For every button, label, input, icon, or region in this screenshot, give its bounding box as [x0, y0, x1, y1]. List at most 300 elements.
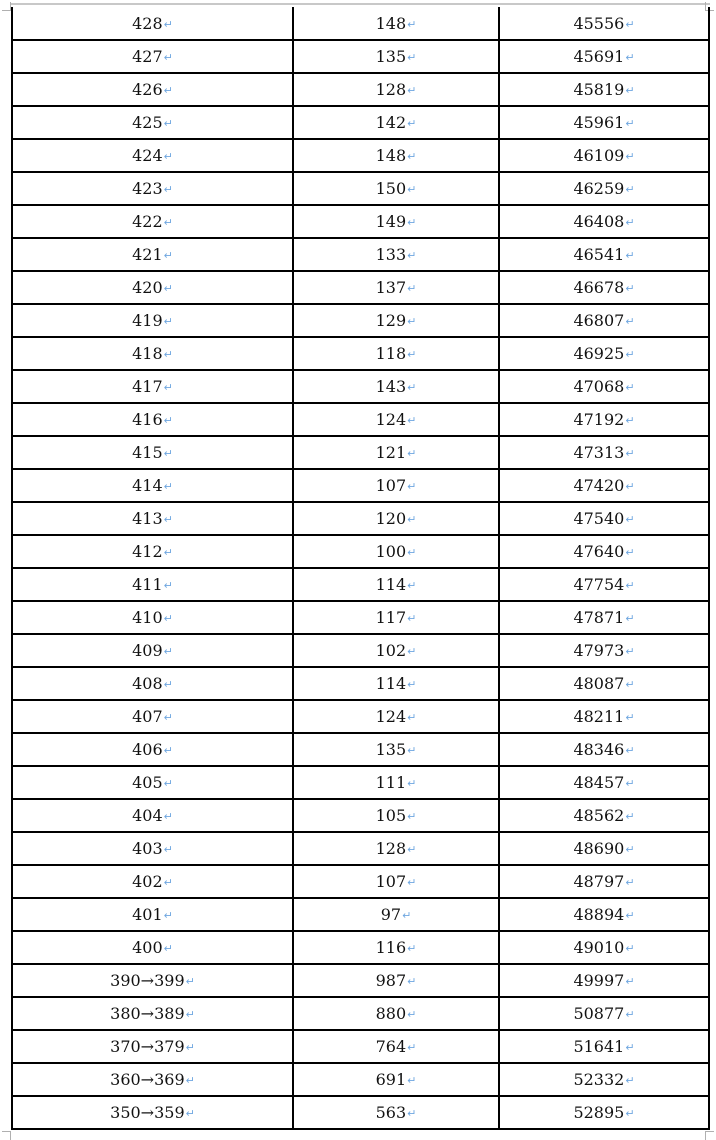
score-cell-value: 403: [132, 839, 163, 858]
paragraph-mark-icon: ↵: [407, 1074, 417, 1087]
cumulative-cell: [499, 73, 709, 106]
cumulative-cell-value: 47871: [573, 608, 625, 627]
paragraph-mark-icon: ↵: [185, 975, 195, 988]
score-cell-value: 416: [132, 410, 163, 429]
cumulative-cell: [499, 865, 709, 898]
score-cell-value: 428: [132, 13, 163, 33]
cumulative-cell-value: 46925: [573, 344, 625, 363]
count-cell-value: 107: [375, 476, 407, 495]
count-cell: [293, 502, 499, 535]
cumulative-cell-value: 47192: [573, 410, 625, 429]
count-cell-value: 137: [375, 278, 407, 297]
paragraph-mark-icon: ↵: [407, 711, 417, 724]
table-row: [12, 964, 709, 997]
table-row: [12, 1030, 709, 1063]
count-cell: [293, 1063, 499, 1096]
paragraph-mark-icon: ↵: [407, 1008, 417, 1021]
cumulative-cell-value: 45961: [573, 113, 625, 132]
count-cell: [293, 205, 499, 238]
count-cell: [293, 172, 499, 205]
paragraph-mark-icon: ↵: [163, 744, 173, 757]
table-row: [12, 271, 709, 304]
paragraph-mark-icon: ↵: [163, 84, 173, 97]
score-cell: [12, 271, 293, 304]
count-cell: [293, 865, 499, 898]
score-cell: [12, 1030, 293, 1063]
score-cell-value: 370→379: [110, 1037, 185, 1056]
count-cell-value: 133: [375, 245, 407, 264]
table-row: [12, 1096, 709, 1129]
paragraph-mark-icon: ↵: [625, 876, 635, 889]
count-cell: [293, 304, 499, 337]
cumulative-cell-value: 46408: [573, 212, 625, 231]
paragraph-mark-icon: ↵: [185, 1107, 195, 1120]
paragraph-mark-icon: ↵: [407, 513, 417, 526]
count-cell: [293, 1030, 499, 1063]
paragraph-mark-icon: ↵: [625, 1008, 635, 1021]
paragraph-mark-icon: ↵: [407, 546, 417, 559]
count-cell: [293, 238, 499, 271]
count-cell-value: 97: [380, 905, 402, 924]
count-cell: [293, 832, 499, 865]
paragraph-mark-icon: ↵: [625, 843, 635, 856]
table-row: [12, 139, 709, 172]
count-cell-value: 129: [375, 311, 407, 330]
cumulative-cell: [499, 601, 709, 634]
cumulative-cell-value: 45691: [573, 47, 625, 66]
paragraph-mark-icon: ↵: [407, 249, 417, 262]
paragraph-mark-icon: ↵: [163, 282, 173, 295]
cumulative-cell-value: 48087: [573, 674, 625, 693]
cumulative-cell-value: 47313: [573, 443, 625, 462]
count-cell: [293, 370, 499, 403]
cumulative-cell: [499, 139, 709, 172]
table-row: [12, 997, 709, 1030]
paragraph-mark-icon: ↵: [407, 117, 417, 130]
count-cell: [293, 997, 499, 1030]
table-row: [12, 535, 709, 568]
paragraph-mark-icon: ↵: [163, 216, 173, 229]
count-cell-value: 128: [375, 839, 407, 858]
score-cell: [12, 106, 293, 139]
score-cell-value: 419: [132, 311, 163, 330]
cumulative-cell-value: 52895: [573, 1103, 625, 1122]
score-cell-value: 421: [132, 245, 163, 264]
count-cell: [293, 667, 499, 700]
table-row: [12, 172, 709, 205]
count-cell-value: 128: [375, 80, 407, 99]
cumulative-cell-value: 48562: [573, 806, 625, 825]
count-cell: [293, 403, 499, 436]
count-cell-value: 150: [375, 179, 407, 198]
table-row: [12, 337, 709, 370]
count-cell: [293, 964, 499, 997]
cumulative-cell-value: 48346: [573, 740, 625, 759]
paragraph-mark-icon: ↵: [407, 414, 417, 427]
paragraph-mark-icon: ↵: [407, 348, 417, 361]
cumulative-cell-value: 46109: [573, 146, 625, 165]
table-row: [12, 304, 709, 337]
cumulative-cell: [499, 337, 709, 370]
paragraph-mark-icon: ↵: [407, 843, 417, 856]
paragraph-mark-icon: ↵: [625, 249, 635, 262]
score-cell-value: 423: [132, 179, 163, 198]
cumulative-cell: [499, 799, 709, 832]
count-cell: [293, 931, 499, 964]
count-cell: [293, 337, 499, 370]
table-body: [12, 7, 709, 1129]
score-cell: [12, 568, 293, 601]
cumulative-cell: [499, 733, 709, 766]
paragraph-mark-icon: ↵: [625, 17, 635, 31]
crop-mark-top-left: [2, 2, 11, 11]
count-cell-value: 764: [375, 1037, 407, 1056]
cumulative-cell-value: 50877: [573, 1004, 625, 1023]
cumulative-cell: [499, 205, 709, 238]
paragraph-mark-icon: ↵: [625, 612, 635, 625]
cumulative-cell: [499, 502, 709, 535]
score-cell-value: 390→399: [110, 971, 185, 990]
count-cell-value: 121: [375, 443, 407, 462]
cumulative-cell: [499, 436, 709, 469]
paragraph-mark-icon: ↵: [625, 645, 635, 658]
score-cell: [12, 469, 293, 502]
table-row: [12, 931, 709, 964]
cumulative-cell: [499, 667, 709, 700]
paragraph-mark-icon: ↵: [625, 150, 635, 163]
paragraph-mark-icon: ↵: [407, 150, 417, 163]
count-cell: [293, 601, 499, 634]
score-cell: [12, 766, 293, 799]
count-cell: [293, 799, 499, 832]
paragraph-mark-icon: ↵: [407, 645, 417, 658]
paragraph-mark-icon: ↵: [163, 645, 173, 658]
count-cell-value: 135: [375, 47, 407, 66]
count-cell-value: 143: [375, 377, 407, 396]
paragraph-mark-icon: ↵: [625, 513, 635, 526]
score-cell: [12, 700, 293, 733]
score-cell: [12, 436, 293, 469]
table-row: [12, 238, 709, 271]
paragraph-mark-icon: ↵: [163, 843, 173, 856]
table-row: [12, 40, 709, 73]
cumulative-cell: [499, 271, 709, 304]
table-row: [12, 370, 709, 403]
paragraph-mark-icon: ↵: [625, 282, 635, 295]
score-cell-value: 427: [132, 47, 163, 66]
paragraph-mark-icon: ↵: [625, 744, 635, 757]
paragraph-mark-icon: ↵: [185, 1008, 195, 1021]
score-cell: [12, 139, 293, 172]
paragraph-mark-icon: ↵: [407, 942, 417, 955]
cumulative-cell-value: 47640: [573, 542, 625, 561]
paragraph-mark-icon: ↵: [407, 1041, 417, 1054]
cumulative-cell: [499, 7, 709, 40]
count-cell: [293, 7, 499, 40]
score-cell: [12, 337, 293, 370]
score-cell: [12, 964, 293, 997]
score-cell-value: 425: [132, 113, 163, 132]
paragraph-mark-icon: ↵: [407, 282, 417, 295]
paragraph-mark-icon: ↵: [625, 975, 635, 988]
score-cell: [12, 667, 293, 700]
score-cell: [12, 799, 293, 832]
count-cell-value: 691: [375, 1070, 407, 1089]
paragraph-mark-icon: ↵: [163, 117, 173, 130]
paragraph-mark-icon: ↵: [407, 381, 417, 394]
score-cell: [12, 997, 293, 1030]
paragraph-mark-icon: ↵: [163, 546, 173, 559]
cumulative-cell-value: 48894: [573, 905, 625, 924]
score-cell-value: 350→359: [110, 1103, 185, 1122]
cumulative-cell-value: 47754: [573, 575, 625, 594]
paragraph-mark-icon: ↵: [163, 51, 173, 64]
paragraph-mark-icon: ↵: [625, 546, 635, 559]
count-cell-value: 111: [375, 773, 407, 792]
cumulative-cell-value: 49010: [573, 938, 625, 957]
score-cell: [12, 535, 293, 568]
paragraph-mark-icon: ↵: [407, 876, 417, 889]
paragraph-mark-icon: ↵: [407, 51, 417, 64]
paragraph-mark-icon: ↵: [625, 216, 635, 229]
cumulative-cell-value: 47973: [573, 641, 625, 660]
paragraph-mark-icon: ↵: [163, 480, 173, 493]
cumulative-cell: [499, 304, 709, 337]
score-cell: [12, 898, 293, 931]
score-cell: [12, 1063, 293, 1096]
count-cell-value: 148: [375, 146, 407, 165]
paragraph-mark-icon: ↵: [625, 1041, 635, 1054]
count-cell-value: 124: [375, 707, 407, 726]
paragraph-mark-icon: ↵: [625, 1107, 635, 1120]
table-row: [12, 502, 709, 535]
paragraph-mark-icon: ↵: [407, 84, 417, 97]
cumulative-cell: [499, 535, 709, 568]
paragraph-mark-icon: ↵: [625, 777, 635, 790]
count-cell: [293, 469, 499, 502]
table-row: [12, 403, 709, 436]
table-row: [12, 7, 709, 40]
paragraph-mark-icon: ↵: [163, 678, 173, 691]
paragraph-mark-icon: ↵: [625, 1074, 635, 1087]
score-cell: [12, 370, 293, 403]
paragraph-mark-icon: ↵: [625, 84, 635, 97]
score-cell-value: 418: [132, 344, 163, 363]
paragraph-mark-icon: ↵: [163, 579, 173, 592]
table-row: [12, 568, 709, 601]
count-cell-value: 149: [375, 212, 407, 231]
cumulative-cell: [499, 1030, 709, 1063]
cumulative-cell: [499, 40, 709, 73]
cumulative-cell: [499, 964, 709, 997]
score-cell-value: 417: [132, 377, 163, 396]
paragraph-mark-icon: ↵: [163, 876, 173, 889]
paragraph-mark-icon: ↵: [407, 810, 417, 823]
score-cell-value: 407: [132, 707, 163, 726]
count-cell: [293, 106, 499, 139]
paragraph-mark-icon: ↵: [625, 414, 635, 427]
cumulative-cell: [499, 403, 709, 436]
score-cell-value: 420: [132, 278, 163, 297]
paragraph-mark-icon: ↵: [625, 579, 635, 592]
score-cell: [12, 40, 293, 73]
paragraph-mark-icon: ↵: [407, 744, 417, 757]
count-cell-value: 118: [375, 344, 407, 363]
score-cell-value: 360→369: [110, 1070, 185, 1089]
cumulative-cell: [499, 898, 709, 931]
table-row: [12, 601, 709, 634]
score-cell-value: 380→389: [110, 1004, 185, 1023]
count-cell-value: 116: [375, 938, 407, 957]
paragraph-mark-icon: ↵: [163, 447, 173, 460]
crop-mark-bottom-right: [705, 1131, 714, 1140]
score-cell-value: 414: [132, 476, 163, 495]
paragraph-mark-icon: ↵: [163, 183, 173, 196]
cumulative-cell: [499, 370, 709, 403]
score-cell: [12, 238, 293, 271]
paragraph-mark-icon: ↵: [163, 909, 173, 922]
score-cell: [12, 205, 293, 238]
cumulative-cell: [499, 766, 709, 799]
count-cell-value: 117: [375, 608, 407, 627]
table-row: [12, 469, 709, 502]
paragraph-mark-icon: ↵: [625, 183, 635, 196]
score-cell-value: 405: [132, 773, 163, 792]
paragraph-mark-icon: ↵: [163, 315, 173, 328]
count-cell-value: 105: [375, 806, 407, 825]
count-cell-value: 102: [375, 641, 407, 660]
cumulative-cell-value: 52332: [573, 1070, 625, 1089]
score-cell: [12, 7, 293, 40]
cumulative-cell-value: 48690: [573, 839, 625, 858]
paragraph-mark-icon: ↵: [163, 513, 173, 526]
table-row: [12, 436, 709, 469]
paragraph-mark-icon: ↵: [407, 612, 417, 625]
score-cell-value: 410: [132, 608, 163, 627]
count-cell: [293, 568, 499, 601]
cumulative-cell-value: 47420: [573, 476, 625, 495]
crop-mark-bottom-left: [2, 1131, 11, 1140]
paragraph-mark-icon: ↵: [407, 216, 417, 229]
table-row: [12, 832, 709, 865]
score-cell-value: 412: [132, 542, 163, 561]
paragraph-mark-icon: ↵: [625, 315, 635, 328]
paragraph-mark-icon: ↵: [407, 447, 417, 460]
score-cell: [12, 865, 293, 898]
cumulative-cell: [499, 1096, 709, 1129]
score-cell-value: 424: [132, 146, 163, 165]
score-cell-value: 404: [132, 806, 163, 825]
cumulative-cell-value: 47540: [573, 509, 625, 528]
cumulative-cell: [499, 832, 709, 865]
paragraph-mark-icon: ↵: [185, 1041, 195, 1054]
cumulative-cell-value: 46678: [573, 278, 625, 297]
count-cell-value: 135: [375, 740, 407, 759]
cumulative-cell-value: 46259: [573, 179, 625, 198]
cumulative-cell: [499, 700, 709, 733]
cumulative-cell: [499, 931, 709, 964]
count-cell-value: 148: [375, 13, 407, 33]
table-row: [12, 73, 709, 106]
score-cell: [12, 304, 293, 337]
count-cell: [293, 700, 499, 733]
table-row: [12, 898, 709, 931]
count-cell-value: 987: [375, 971, 407, 990]
cumulative-cell-value: 45556: [573, 13, 625, 33]
paragraph-mark-icon: ↵: [407, 777, 417, 790]
paragraph-mark-icon: ↵: [625, 711, 635, 724]
page-top-rule: [10, 3, 710, 5]
score-cell-value: 406: [132, 740, 163, 759]
score-cell-value: 408: [132, 674, 163, 693]
count-cell: [293, 733, 499, 766]
count-cell-value: 124: [375, 410, 407, 429]
table-row: [12, 667, 709, 700]
score-distribution-table: [11, 7, 710, 1130]
score-cell-value: 401: [132, 905, 163, 924]
table-row: [12, 634, 709, 667]
cumulative-cell: [499, 568, 709, 601]
count-cell-value: 563: [375, 1103, 407, 1122]
paragraph-mark-icon: ↵: [407, 1107, 417, 1120]
count-cell: [293, 139, 499, 172]
cumulative-cell-value: 45819: [573, 80, 625, 99]
score-cell: [12, 73, 293, 106]
cumulative-cell-value: 46541: [573, 245, 625, 264]
paragraph-mark-icon: ↵: [163, 249, 173, 262]
paragraph-mark-icon: ↵: [163, 381, 173, 394]
cumulative-cell-value: 48211: [573, 707, 625, 726]
score-cell-value: 409: [132, 641, 163, 660]
score-cell-value: 402: [132, 872, 163, 891]
cumulative-cell-value: 49997: [573, 971, 625, 990]
table-row: [12, 865, 709, 898]
count-cell: [293, 73, 499, 106]
count-cell-value: 114: [375, 575, 407, 594]
paragraph-mark-icon: ↵: [163, 17, 173, 31]
table-row: [12, 106, 709, 139]
score-cell: [12, 1096, 293, 1129]
paragraph-mark-icon: ↵: [163, 942, 173, 955]
count-cell: [293, 436, 499, 469]
cumulative-cell: [499, 469, 709, 502]
score-cell: [12, 601, 293, 634]
paragraph-mark-icon: ↵: [407, 315, 417, 328]
paragraph-mark-icon: ↵: [625, 810, 635, 823]
count-cell: [293, 634, 499, 667]
count-cell-value: 142: [375, 113, 407, 132]
paragraph-mark-icon: ↵: [185, 1074, 195, 1087]
count-cell: [293, 271, 499, 304]
score-cell-value: 426: [132, 80, 163, 99]
cumulative-cell-value: 47068: [573, 377, 625, 396]
count-cell-value: 100: [375, 542, 407, 561]
count-cell: [293, 766, 499, 799]
paragraph-mark-icon: ↵: [402, 909, 412, 922]
score-cell: [12, 172, 293, 205]
score-cell: [12, 832, 293, 865]
score-cell-value: 411: [132, 575, 163, 594]
paragraph-mark-icon: ↵: [407, 183, 417, 196]
cumulative-cell-value: 46807: [573, 311, 625, 330]
paragraph-mark-icon: ↵: [625, 678, 635, 691]
paragraph-mark-icon: ↵: [407, 975, 417, 988]
paragraph-mark-icon: ↵: [163, 711, 173, 724]
paragraph-mark-icon: ↵: [625, 909, 635, 922]
count-cell: [293, 898, 499, 931]
table-row: [12, 205, 709, 238]
score-cell: [12, 403, 293, 436]
